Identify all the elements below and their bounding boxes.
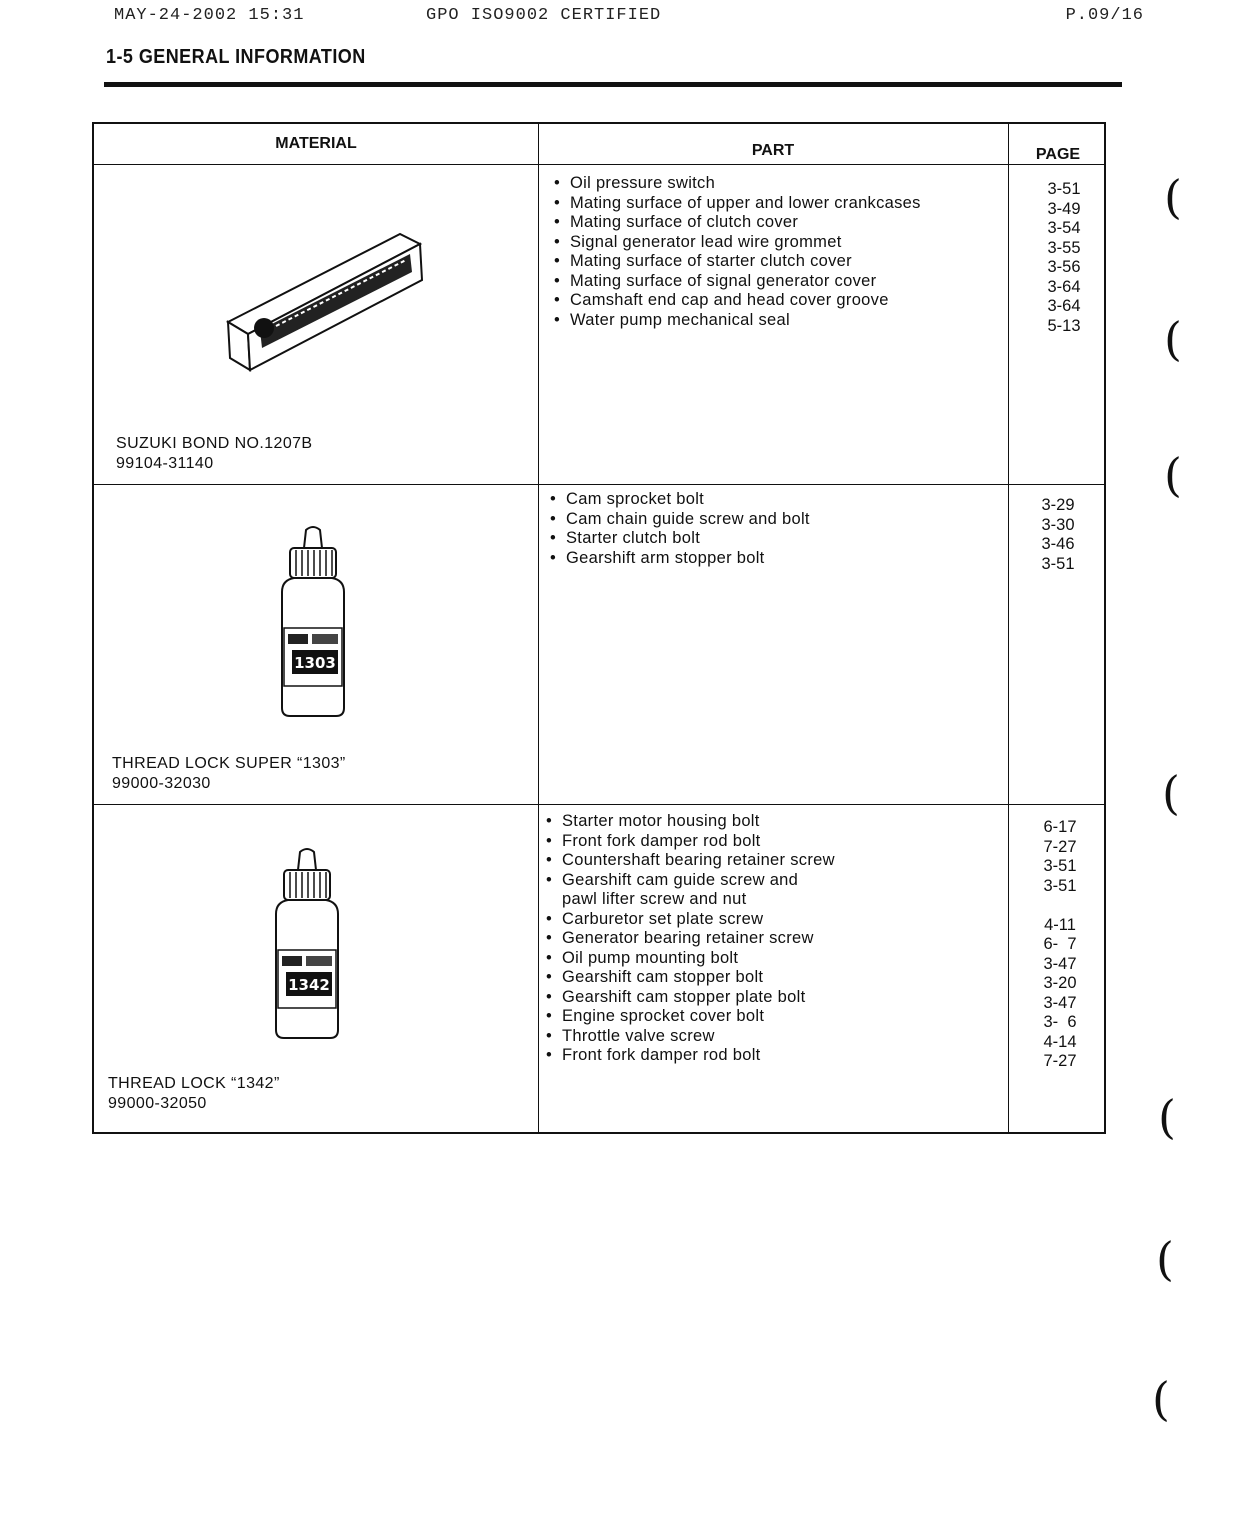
parts-list <box>552 174 921 330</box>
page-list <box>1020 818 1100 1072</box>
row-divider <box>94 484 1104 485</box>
binder-ring-mark: ( <box>1152 1372 1170 1426</box>
page-ref: 3-47 <box>1043 954 1077 973</box>
parts-list <box>548 490 810 568</box>
list-item: • Signal generator lead wire grommet <box>552 233 921 253</box>
page-ref: 3-55 <box>1047 238 1081 257</box>
parts-list <box>544 812 835 1066</box>
list-item: • Gearshift cam stopper plate bolt <box>544 988 835 1008</box>
list-item: • Cam chain guide screw and bolt <box>548 510 810 530</box>
sealant-tube-icon <box>220 210 430 380</box>
page-ref: 3-20 <box>1043 974 1077 992</box>
material-part-number: 99000-32050 <box>108 1095 207 1112</box>
header-divider <box>94 164 1104 165</box>
list-item: • Mating surface of starter clutch cover <box>552 252 921 272</box>
fax-date-time: MAY-24-2002 15:31 <box>114 6 305 25</box>
materials-table <box>92 122 1106 1134</box>
list-item: • Throttle valve screw <box>544 1027 835 1047</box>
list-item: • Oil pressure switch <box>552 174 921 194</box>
column-divider <box>538 124 539 1132</box>
list-item: • Countershaft bearing retainer screw <box>544 851 835 871</box>
page-ref-empty <box>1020 896 1100 916</box>
fax-certification: GPO ISO9002 CERTIFIED <box>426 6 662 25</box>
page-ref: 6-17 <box>1043 818 1077 836</box>
material-name: SUZUKI BOND NO.1207B <box>116 435 313 452</box>
page-ref: 3- 6 <box>1043 1013 1077 1031</box>
fax-header <box>114 6 1144 30</box>
material-part-number: 99104-31140 <box>116 455 214 472</box>
page-ref: 4-14 <box>1043 1032 1077 1051</box>
page-ref: 3-29 <box>1041 496 1075 514</box>
row-divider <box>94 804 1104 805</box>
binder-ring-mark: ( <box>1156 1232 1174 1286</box>
binder-ring-mark: ( <box>1158 1090 1176 1144</box>
column-header-part: PART <box>751 142 795 159</box>
fax-page-number: P.09/16 <box>1065 6 1144 25</box>
binder-ring-mark: ( <box>1164 312 1182 366</box>
list-item: • Camshaft end cap and head cover groove <box>552 291 921 311</box>
list-item-continuation: pawl lifter screw and nut <box>562 890 747 908</box>
page-ref: 3-49 <box>1047 199 1081 218</box>
page-ref: 3-51 <box>1041 554 1075 573</box>
bottle-label-text: 1342 <box>288 976 330 994</box>
page-ref: 6- 7 <box>1043 935 1077 953</box>
list-item: • Mating surface of upper and lower crankcases <box>552 194 921 214</box>
list-item: • Generator bearing retainer screw <box>544 929 835 949</box>
list-item: • Carburetor set plate screw <box>544 910 835 930</box>
page-ref: 5-13 <box>1047 316 1081 335</box>
binder-ring-mark: ( <box>1164 170 1182 224</box>
list-item: • Starter clutch bolt <box>548 529 810 549</box>
list-item: • Cam sprocket bolt <box>548 490 810 510</box>
bottle-label-text: 1303 <box>294 654 336 672</box>
section-title: 1-5 GENERAL INFORMATION <box>106 46 366 68</box>
page-ref: 4-11 <box>1044 915 1076 934</box>
page-ref: 3-51 <box>1047 180 1081 198</box>
list-item: • Front fork damper rod bolt <box>544 832 835 852</box>
binder-ring-mark: ( <box>1162 766 1180 820</box>
page-ref: 3-64 <box>1047 277 1081 296</box>
list-item: • Gearshift cam guide screw and <box>544 871 835 891</box>
binder-ring-mark: ( <box>1164 448 1182 502</box>
page-ref: 3-51 <box>1043 876 1077 895</box>
column-header-material: MATERIAL <box>275 135 357 152</box>
list-item: • Starter motor housing bolt <box>544 812 835 832</box>
page-ref: 3-46 <box>1041 535 1075 553</box>
column-header-page: PAGE <box>1035 146 1081 163</box>
page-ref: 3-30 <box>1041 515 1075 534</box>
bottle-icon <box>268 522 358 722</box>
page-ref: 3-54 <box>1047 219 1081 237</box>
list-item: • Mating surface of signal generator cover <box>552 272 921 292</box>
list-item: • Oil pump mounting bolt <box>544 949 835 969</box>
list-item: • Gearshift arm stopper bolt <box>548 549 810 569</box>
page-ref: 7-27 <box>1043 1052 1077 1070</box>
list-item: • Gearshift cam stopper bolt <box>544 968 835 988</box>
column-divider <box>1008 124 1009 1132</box>
bottle-icon <box>262 844 352 1044</box>
list-item: • Mating surface of clutch cover <box>552 213 921 233</box>
list-item: • Water pump mechanical seal <box>552 311 921 331</box>
page-ref: 7-27 <box>1043 837 1077 856</box>
list-item: • Front fork damper rod bolt <box>544 1046 835 1066</box>
material-name: THREAD LOCK SUPER “1303” <box>112 755 346 772</box>
page-ref: 3-51 <box>1043 857 1077 875</box>
page-ref: 3-56 <box>1047 258 1081 276</box>
list-item: • Engine sprocket cover bolt <box>544 1007 835 1027</box>
material-name: THREAD LOCK “1342” <box>108 1075 280 1092</box>
title-rule <box>104 82 1122 87</box>
page-list <box>1018 496 1098 574</box>
material-part-number: 99000-32030 <box>112 775 211 792</box>
page-ref: 3-64 <box>1047 297 1081 315</box>
page-list <box>1024 180 1104 336</box>
page-ref: 3-47 <box>1043 993 1077 1012</box>
